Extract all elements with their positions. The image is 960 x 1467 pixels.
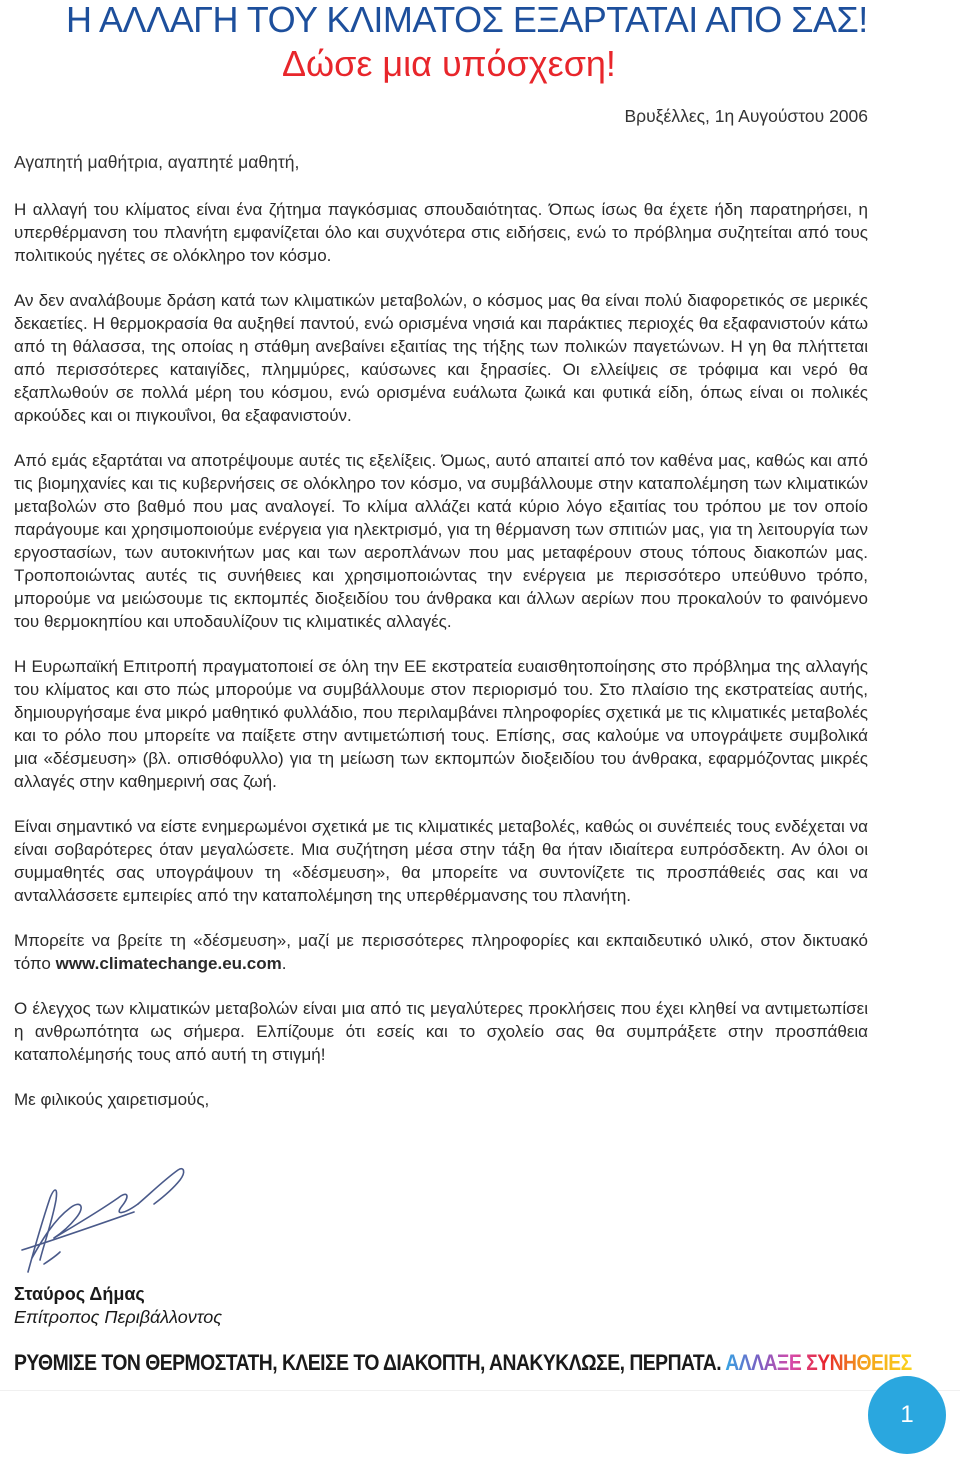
- paragraph: Η Ευρωπαϊκή Επιτροπή πραγματοποιεί σε όλη την ΕΕ εκστρατεία ευαισθητοποίησης στο πρόβλημα της αλλαγής του κλίματος και στο πώς μπορούμε να συμβάλλουμε στον περιορισμό του. Στο πλαίσιο της εκστρατείας αυτής, δημιουργήσαμε ένα μικρό μαθητικό φυλλάδιο, που περιλαμβάνει πληροφορίες σχετικά με τις κλιματικές μεταβολές και το ρόλο που μπορείτε να παίξετε στην αντιμετώπισή τους. Επίσης, σας καλούμε να υπογράψετε συμβολικά μια «δέσμευση» (βλ. οπισθόφυλλο) για τη μείωση των εκπομπών διοξειδίου του άνθρακα, εφαρμόζοντας μικρές αλλαγές στην καθημερινή σας ζωή.: [14, 657, 868, 791]
- paragraph: Αν δεν αναλάβουμε δράση κατά των κλιματικών μεταβολών, ο κόσμος μας θα είναι πολύ διαφορετικός σε μερικές δεκαετίες. Η θερμοκρασία θα αυξηθεί παντού, ενώ ορισμένα νησιά και παράκτιες περιοχές θα εξαφανιστούν κάτω από τη θάλασσα, της οποίας η στάθμη ανεβαίνει εξαιτίας της τήξης των πολικών παγετώνων. Η γη θα πλήττεται από περισσότερες καταιγίδες, πλημμύρες, καύσωνες και ξηρασίες. Οι ελλείψεις σε τρόφιμα και νερό θα εξαπλωθούν σε πολλά μέρη του κόσμου, ενώ ορισμένα ευάλωτα ζωικά και φυτικά είδη, όπως είναι οι πολικές αρκούδες και οι πιγκουΐνοι, θα εξαφανιστούν.: [14, 291, 868, 425]
- handwritten-signature: [14, 1160, 214, 1280]
- website-text: Μπορείτε να βρείτε τη «δέσμευση», μαζί με περισσότερες πληροφορίες και εκπαιδευτικό υλικό, στον δικτυακό τόπο: [14, 931, 868, 973]
- signer-name: Σταύρος Δήμας: [14, 1284, 145, 1304]
- closing-paragraph: Ο έλεγχος των κλιματικών μεταβολών είναι μια από τις μεγαλύτερες προκλήσεις που έχει κληθεί να αντιμετωπίσει η ανθρωπότητα ως σήμερα. Ελπίζουμε ότι εσείς και το σχολείο σας θα συμπράξετε στην προσπάθεια καταπολέμησής τους από αυτή τη στιγμή!: [14, 999, 868, 1064]
- title-line-1: Η ΑΛΛΑΓΗ ΤΟΥ ΚΛΙΜΑΤΟΣ ΕΞΑΡΤΑΤΑΙ ΑΠΟ ΣΑΣ!: [66, 0, 868, 40]
- website-period: .: [281, 954, 287, 973]
- website-link[interactable]: www.climatechange.eu.com: [55, 954, 282, 973]
- letter-body: [14, 198, 868, 1131]
- letter-greeting: Αγαπητή μαθήτρια, αγαπητέ μαθητή,: [14, 152, 300, 172]
- paragraph: Η αλλαγή του κλίματος είναι ένα ζήτημα παγκόσμιας σπουδαιότητας. Όπως ίσως θα έχετε ήδη παρατηρήσει, η υπερθέρμανση του πλανήτη εμφανίζεται όλο και συχνότερα στις ειδήσεις, ενώ το πρόβλημα συζητείται από τους πολιτικούς ηγέτες σε ολόκληρο τον κόσμο.: [14, 200, 868, 265]
- slogan-highlight: ΑΛΛΑΞΕ ΣΥΝΗΘΕΙΕΣ: [725, 1350, 912, 1375]
- footer-divider: [0, 1390, 960, 1391]
- slogan-text: ΡΥΘΜΙΣΕ ΤΟΝ ΘΕΡΜΟΣΤΑΤΗ, ΚΛΕΙΣΕ ΤΟ ΔΙΑΚΟΠΤΗ, ΑΝΑΚΥΚΛΩΣΕ, ΠΕΡΠΑΤΑ.: [14, 1350, 722, 1375]
- website-paragraph: [14, 929, 868, 975]
- title-line-2: Δώσε μια υπόσχεση!: [282, 43, 616, 84]
- paragraph: Από εμάς εξαρτάται να αποτρέψουμε αυτές τις εξελίξεις. Όμως, αυτό απαιτεί από τον καθένα μας, καθώς και από τις βιομηχανίες και τις κυβερνήσεις σε ολόκληρο τον κόσμο, να συμβάλλουμε στην καταπολέμηση των κλιματικών μεταβολών στο βαθμό που μας αναλογεί. Το κλίμα αλλάζει κατά κύριο λόγο εξαιτίας του τρόπου με τον οποίο παράγουμε και χρησιμοποιούμε ενέργεια για ηλεκτρισμό, για τη θέρμανση των σπιτιών μας, για τη λειτουργία των εργοστασίων, των αυτοκινήτων μας και των αεροπλάνων που μας μεταφέρουν στους τόπους διακοπών μας. Τροποποιώντας αυτές τις συνήθειες και χρησιμοποιώντας την ενέργεια με περισσότερο υπεύθυνο τρόπο, μπορούμε να μειώσουμε τις εκπομπές διοξειδίου του άνθρακα και άλλων αερίων που προκαλούν το φαινόμενο του θερμοκηπίου και υποδαυλίζουν τις κλιματικές αλλαγές.: [14, 451, 868, 631]
- page-number-badge: 1: [868, 1376, 946, 1454]
- campaign-slogan: [14, 1346, 912, 1380]
- paragraph: Είναι σημαντικό να είστε ενημερωμένοι σχετικά με τις κλιματικές μεταβολές, καθώς οι συνέπειές τους ενδέχεται να είναι σοβαρότερες όταν μεγαλώσετε. Μια συζήτηση μέσα στην τάξη θα ήταν ιδιαίτερα ευπρόσδεκτη. Αν όλοι οι συμμαθητές σας υπογράψουν τη «δέσμευση», θα μπορείτε να συντονίζετε τις προσπάθειές σας και να ανταλλάσσετε εμπειρίες από την καταπολέμηση της υπερθέρμανσης του πλανήτη.: [14, 817, 868, 905]
- salutation: Με φιλικούς χαιρετισμούς,: [14, 1090, 210, 1109]
- letter-date: Βρυξέλλες, 1η Αυγούστου 2006: [624, 106, 868, 126]
- signer-title: Επίτροπος Περιβάλλοντος: [14, 1307, 222, 1327]
